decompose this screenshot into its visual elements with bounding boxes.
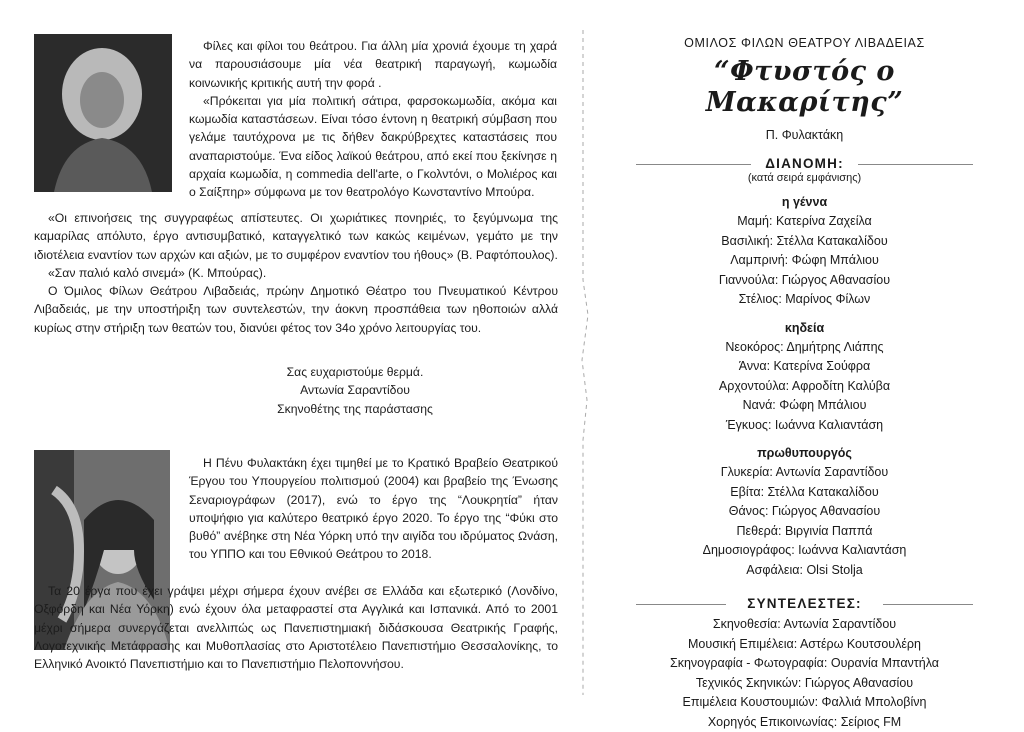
cast-heading [632, 156, 977, 171]
cast-group [632, 319, 977, 436]
cast-group-title: η γέννα [632, 193, 977, 212]
cast-row: Νεοκόρος: Δημήτρης Λιάπης [632, 338, 977, 358]
play-author: Π. Φυλακτάκη [632, 128, 977, 142]
fold-line [579, 30, 589, 695]
cast-group-title: κηδεία [632, 319, 977, 338]
intro-paragraph: Φίλες και φίλοι του θεάτρου. Για άλλη μία χρονιά έχουμε τη χαρά να παρουσιάσουμε μία νέα θεατρική παραγωγή, κωμωδία κοινωνικής κριτικής αυτή την φορά . [189, 37, 557, 92]
divider-line [636, 164, 751, 165]
cast-row: Έγκυος: Ιωάννα Καλιαντάση [632, 416, 977, 436]
intro-block [189, 37, 557, 202]
cast-row: Λαμπρινή: Φώφη Μπάλιου [632, 251, 977, 271]
cast-row: Εβίτα: Στέλλα Κατακαλίδου [632, 483, 977, 503]
cast-group [632, 193, 977, 310]
cast-row: Θάνος: Γιώργος Αθανασίου [632, 502, 977, 522]
intro-wide-block [34, 209, 558, 337]
cast-row: Αρχοντούλα: Αφροδίτη Καλύβα [632, 377, 977, 397]
bio-block [189, 454, 558, 564]
thanks-line: Σας ευχαριστούμε θερμά. [230, 363, 480, 381]
crew-heading-label: ΣΥΝΤΕΛΕΣΤΕΣ: [747, 596, 861, 611]
bio-paragraph-1: Η Πένυ Φυλακτάκη έχει τιμηθεί με το Κρατικό Βραβείο Θεατρικού Έργου του Υπουργείου πολιτισμού (2004) και βραβείο της Ένωσης Σεναριογράφων (2017), ενώ το έργο της “Λουκρητία” ήταν υποψήφιο για καλύτερο θεατρικό έργο 2020. Το έργο της “Φύκι στο βυθό” ανέβηκε στη Νέα Υόρκη υπό την αιγίδα του ιδρύματος Ωνάση, του ΥΠΠΟ και του Εθνικού Θεάτρου το 2018. [189, 454, 558, 564]
crew-list [632, 615, 977, 732]
divider-line [858, 164, 973, 165]
crew-heading [632, 596, 977, 611]
crew-row: Επιμέλεια Κουστουμιών: Φαλλιά Μπολοβίνη [632, 693, 977, 713]
cast-heading-label: ΔΙΑΝΟΜΗ: [765, 156, 844, 171]
troupe-paragraph: Ο Όμιλος Φίλων Θεάτρου Λιβαδειάς, πρώην Δημοτικό Θέατρο του Πνευματικού Κέντρου Λιβαδειάς, με την υποστήριξη των συντελεστών, την άοκνη προσπάθεια των ηθοποιών αλλά κυρίως στην στήριξη των θεατών του, διανύει φέτος τον 34ο χρόνο λειτουργίας του. [34, 282, 558, 337]
cast-group [632, 444, 977, 580]
cast-row: Μαμή: Κατερίνα Ζαχείλα [632, 212, 977, 232]
cast-row: Γιαννούλα: Γιώργος Αθανασίου [632, 271, 977, 291]
bio-paragraph-2: Τα 20 έργα που έχει γράψει μέχρι σήμερα έχουν ανέβει σε Ελλάδα και εξωτερικό (Λονδίνο, Οξφόρδη και Νέα Υόρκη) ενώ έχουν όλα μεταφραστεί στα Αγγλικά και Ισπανικά. Από το 2001 μέχρι σήμερα συνεργάζεται ανελλιπώς ως Πανεπιστημιακή διδάσκουσα Θεατρικής Γραφής, Λογοτεχνικής Μετάφρασης και Μυθοπλασίας στο Αριστοτέλειο Πανεπιστήμιο Θεσσαλονίκης, το Ελληνικό Ανοικτό Πανεπιστήμιο και το Πανεπιστήμιο Πελοποννήσου. [34, 582, 558, 673]
director-photo [34, 34, 172, 192]
crew-row: Σκηνοθεσία: Αντωνία Σαραντίδου [632, 615, 977, 635]
signature-block [230, 363, 480, 418]
troupe-name: ΟΜΙΛΟΣ ΦΙΛΩΝ ΘΕΑΤΡΟΥ ΛΙΒΑΔΕΙΑΣ [632, 36, 977, 50]
quote-paragraph-1: «Πρόκειται για μία πολιτική σάτιρα, φαρσοκωμωδία, ακόμα και κωμωδία καταστάσεων. Είναι τόσο έντονη η θεατρική σύμβαση που γελάμε ταυτόχρονα με τις δήθεν δακρύβρεχτες καταστάσεις που αναπαριστούμε. Ένα είδος λαϊκού θεάτρου, από εκεί που ξεκίνησε η αρχαία κωμωδία, η commedia dell'arte, ο Γκολντόνι, ο Μολιέρος και ο Σαίξπηρ» σύμφωνα με τον θεατρολόγο Κωνσταντίνο Μπούρα. [189, 92, 557, 202]
crew-row: Μουσική Επιμέλεια: Αστέρω Κουτσουλέρη [632, 635, 977, 655]
play-title: “Φτυστός ο Μακαρίτης” [632, 56, 977, 118]
bio-wide-block [34, 582, 558, 673]
cast-note: (κατά σειρά εμφάνισης) [632, 172, 977, 184]
divider-line [883, 604, 973, 605]
crew-row: Χορηγός Επικοινωνίας: Σείριος FM [632, 713, 977, 732]
quote-paragraph-2: «Οι επινοήσεις της συγγραφέως απίστευτες. Οι χωριάτικες πονηριές, το ξεγύμνωμα της καμαρίλας απόλυτο, έργο αντισυμβατικό, καταγγελτικό των κακώς κειμένων, γεμάτο με την ιδιοτέλεια εναντίον των αρχών και αξιών, με το συμφέρον εναντίον του ήθους» (Β. Ραφτόπουλος). [34, 209, 558, 264]
signer-name: Αντωνία Σαραντίδου [230, 381, 480, 399]
cast-row: Νανά: Φώφη Μπάλιου [632, 396, 977, 416]
crew-row: Σκηνογραφία - Φωτογραφία: Ουρανία Μπαντήλα [632, 654, 977, 674]
quote-paragraph-3: «Σαν παλιό καλό σινεμά» (Κ. Μπούρας). [34, 264, 558, 282]
cast-row: Γλυκερία: Αντωνία Σαραντίδου [632, 463, 977, 483]
programme-column [632, 30, 977, 732]
signer-role: Σκηνοθέτης της παράστασης [230, 400, 480, 418]
cast-group-title: πρωθυπουργός [632, 444, 977, 463]
cast-row: Στέλιος: Μαρίνος Φίλων [632, 290, 977, 310]
cast-row: Βασιλική: Στέλλα Κατακαλίδου [632, 232, 977, 252]
cast-row: Ασφάλεια: Olsi Stolja [632, 561, 977, 581]
cast-row: Δημοσιογράφος: Ιωάννα Καλιαντάση [632, 541, 977, 561]
cast-row: Πεθερά: Βιργινία Παππά [632, 522, 977, 542]
divider-line [636, 604, 726, 605]
cast-row: Άννα: Κατερίνα Σούφρα [632, 357, 977, 377]
crew-row: Τεχνικός Σκηνικών: Γιώργος Αθανασίου [632, 674, 977, 694]
